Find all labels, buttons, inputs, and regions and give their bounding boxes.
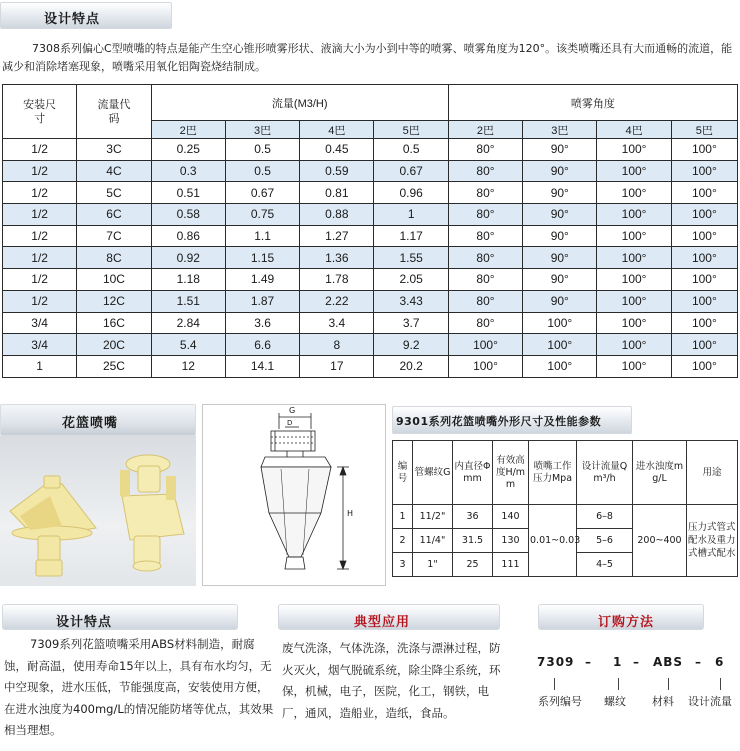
order-tick-thread	[618, 678, 619, 690]
cell-flow-value: 0.25	[151, 139, 225, 161]
section-title-spec: 9301系列花篮喷嘴外形尺寸及性能参数	[396, 415, 602, 428]
spec-cell-flow: 5–6	[577, 529, 633, 553]
table-row	[3, 312, 738, 334]
basket-nozzle-photo	[0, 436, 196, 586]
cell-angle-value: 80°	[448, 182, 522, 204]
cell-flow-value: 0.58	[151, 204, 225, 226]
spec-header: 喷嘴工作压力Mpa	[529, 441, 577, 505]
cell-flow-value: 14.1	[225, 355, 299, 377]
cell-angle-value: 100°	[597, 334, 671, 356]
cell-angle-value: 100°	[671, 247, 737, 269]
cell-code: 7C	[77, 225, 151, 247]
cell-flow-value: 3.6	[225, 312, 299, 334]
table-row	[3, 225, 738, 247]
section-title-ordering: 订购方法	[598, 615, 655, 630]
cell-flow-value: 17	[300, 355, 374, 377]
cell-flow-value: 0.88	[300, 204, 374, 226]
spec-header: 设计流量Qm³/h	[577, 441, 633, 505]
cell-flow-value: 0.3	[151, 160, 225, 182]
spec-header: 内直径Φ mm	[453, 441, 493, 505]
spec-cell-dia: 31.5	[453, 529, 493, 553]
cell-angle-value: 100°	[671, 290, 737, 312]
cell-flow-value: 0.51	[151, 182, 225, 204]
table-row	[3, 182, 738, 204]
order-code	[537, 655, 740, 669]
cell-flow-value: 0.86	[151, 225, 225, 247]
cell-size: 3/4	[3, 334, 77, 356]
cell-flow-value: 3.43	[374, 290, 448, 312]
cell-flow-value: 2.05	[374, 269, 448, 291]
header-flow-pressure: 3巴	[225, 121, 299, 139]
cell-angle-value: 90°	[523, 139, 597, 161]
spec-header: 进水浊度mg/L	[633, 441, 687, 505]
order-code-material: ABS	[653, 655, 684, 669]
cell-angle-value: 100°	[671, 269, 737, 291]
cell-angle-value: 90°	[523, 182, 597, 204]
order-code-dash-2: –	[633, 655, 640, 669]
table-row	[3, 355, 738, 377]
order-code-dash-1: –	[585, 655, 592, 669]
cell-code: 16C	[77, 312, 151, 334]
cell-code: 4C	[77, 160, 151, 182]
cell-code: 20C	[77, 334, 151, 356]
order-tick-material	[668, 678, 669, 690]
cell-size: 1/2	[3, 182, 77, 204]
cell-angle-value: 90°	[523, 290, 597, 312]
spec-cell-dia: 36	[453, 505, 493, 529]
spec-cell-no: 3	[393, 553, 413, 577]
cell-flow-value: 0.59	[300, 160, 374, 182]
table-row	[3, 269, 738, 291]
cell-flow-value: 1.18	[151, 269, 225, 291]
header-install-size: 安装尺寸	[3, 85, 77, 139]
cell-flow-value: 3.7	[374, 312, 448, 334]
table-row	[3, 334, 738, 356]
cell-angle-value: 100°	[448, 334, 522, 356]
cell-angle-value: 80°	[448, 160, 522, 182]
header-angle-pressure: 4巴	[597, 121, 671, 139]
section-title-features: 设计特点	[44, 12, 101, 27]
spec-cell-usage: 压力式管式配水及重力式槽式配水	[687, 505, 738, 577]
cell-angle-value: 80°	[448, 225, 522, 247]
cell-angle-value: 100°	[597, 204, 671, 226]
cell-angle-value: 100°	[597, 182, 671, 204]
order-label-thread: 螺纹	[604, 695, 626, 708]
cell-angle-value: 100°	[597, 269, 671, 291]
section-header-features-2	[2, 604, 238, 630]
cell-flow-value: 6.6	[225, 334, 299, 356]
applications-paragraph: 废气洗涤，气体洗涤，洗涤与漂淋过程，防火灭火，烟气脱硫系统，除尘降尘系统，环保，机械，电子，医院，化工，钢铁，电厂，通风，造船业，造纸，食品。	[282, 641, 501, 720]
cell-flow-value: 12	[151, 355, 225, 377]
spec-header: 有效高度H/mm	[493, 441, 529, 505]
table-row	[3, 160, 738, 182]
cell-angle-value: 100°	[523, 355, 597, 377]
order-code-thread: 1	[613, 655, 623, 669]
cell-flow-value: 1	[374, 204, 448, 226]
order-label-series: 系列编号	[538, 695, 582, 708]
flow-angle-table	[2, 84, 738, 378]
cell-size: 1	[3, 355, 77, 377]
cell-flow-value: 20.2	[374, 355, 448, 377]
header-flow-code: 流量代码	[77, 85, 151, 139]
cell-code: 10C	[77, 269, 151, 291]
cell-flow-value: 0.5	[374, 139, 448, 161]
cell-angle-value: 80°	[448, 312, 522, 334]
cell-flow-value: 0.45	[300, 139, 374, 161]
cell-flow-value: 0.67	[225, 182, 299, 204]
cell-flow-value: 1.27	[300, 225, 374, 247]
order-code-dash-3: –	[695, 655, 702, 669]
cell-code: 5C	[77, 182, 151, 204]
header-flow-pressure: 5巴	[374, 121, 448, 139]
spec-row	[393, 505, 738, 529]
section-title-applications: 典型应用	[354, 615, 411, 630]
cell-angle-value: 80°	[448, 290, 522, 312]
basket-spec-table	[392, 440, 738, 577]
cell-angle-value: 100°	[671, 139, 737, 161]
spec-cell-thread: 11/4"	[413, 529, 453, 553]
spec-cell-thread: 1"	[413, 553, 453, 577]
order-code-series: 7309	[537, 655, 575, 669]
cell-flow-value: 9.2	[374, 334, 448, 356]
cell-flow-value: 5.4	[151, 334, 225, 356]
cell-angle-value: 100°	[597, 290, 671, 312]
cell-flow-value: 1.15	[225, 247, 299, 269]
cell-angle-value: 80°	[448, 139, 522, 161]
table-row	[3, 290, 738, 312]
spec-cell-height: 140	[493, 505, 529, 529]
header-flow-pressure: 2巴	[151, 121, 225, 139]
cell-size: 3/4	[3, 312, 77, 334]
header-flow-group: 流量(M3/H)	[151, 85, 448, 121]
cell-flow-value: 0.96	[374, 182, 448, 204]
cell-flow-value: 0.81	[300, 182, 374, 204]
section-title-basket-nozzle: 花篮喷嘴	[62, 416, 119, 431]
cell-angle-value: 100°	[671, 334, 737, 356]
cell-angle-value: 80°	[448, 204, 522, 226]
cell-size: 1/2	[3, 139, 77, 161]
spec-header: 编号	[393, 441, 413, 505]
cell-code: 25C	[77, 355, 151, 377]
cell-flow-value: 1.1	[225, 225, 299, 247]
spec-cell-pressure: 0.01~0.03	[529, 505, 577, 577]
cell-code: 3C	[77, 139, 151, 161]
cell-flow-value: 1.87	[225, 290, 299, 312]
cell-angle-value: 100°	[671, 225, 737, 247]
cell-size: 1/2	[3, 269, 77, 291]
order-label-material: 材料	[652, 695, 674, 708]
cell-angle-value: 100°	[671, 355, 737, 377]
spec-cell-height: 111	[493, 553, 529, 577]
order-tick-flow	[720, 678, 721, 690]
header-angle-pressure: 3巴	[523, 121, 597, 139]
spec-cell-flow: 6–8	[577, 505, 633, 529]
cell-angle-value: 100°	[597, 139, 671, 161]
spec-cell-thread: 11/2"	[413, 505, 453, 529]
cell-angle-value: 100°	[671, 160, 737, 182]
header-angle-pressure: 2巴	[448, 121, 522, 139]
spec-cell-no: 1	[393, 505, 413, 529]
cell-angle-value: 100°	[671, 182, 737, 204]
spec-cell-no: 2	[393, 529, 413, 553]
spec-header: 用途	[687, 441, 738, 505]
basket-nozzle-drawing	[202, 404, 386, 586]
cell-flow-value: 1.49	[225, 269, 299, 291]
cell-flow-value: 1.36	[300, 247, 374, 269]
cell-angle-value: 100°	[523, 312, 597, 334]
cell-flow-value: 0.92	[151, 247, 225, 269]
spec-cell-dia: 25	[453, 553, 493, 577]
table-row	[3, 247, 738, 269]
order-label-flow: 设计流量	[688, 695, 732, 708]
table-row	[3, 204, 738, 226]
cell-angle-value: 90°	[523, 269, 597, 291]
cell-flow-value: 3.4	[300, 312, 374, 334]
cell-angle-value: 100°	[597, 355, 671, 377]
cell-size: 1/2	[3, 225, 77, 247]
cell-size: 1/2	[3, 160, 77, 182]
header-angle-group: 喷雾角度	[448, 85, 737, 121]
cell-angle-value: 90°	[523, 204, 597, 226]
cell-angle-value: 100°	[671, 204, 737, 226]
header-angle-pressure: 5巴	[671, 121, 737, 139]
cell-angle-value: 100°	[597, 160, 671, 182]
cell-code: 12C	[77, 290, 151, 312]
cell-flow-value: 1.78	[300, 269, 374, 291]
cell-flow-value: 2.84	[151, 312, 225, 334]
cell-angle-value: 80°	[448, 247, 522, 269]
spec-cell-flow: 4–5	[577, 553, 633, 577]
drawing-label-g: G	[289, 406, 296, 415]
cell-angle-value: 100°	[597, 312, 671, 334]
intro-paragraph: 7308系列偏心C型喷嘴的特点是能产生空心锥形喷雾形状、液滴大小为小到中等的喷雾、喷雾角度为120°。该类喷嘴还具有大而通畅的流道，能减少和消除堵塞现象，喷嘴采用氧化铝陶瓷烧结制成。	[2, 42, 733, 73]
cell-flow-value: 8	[300, 334, 374, 356]
cell-code: 8C	[77, 247, 151, 269]
cell-angle-value: 100°	[597, 247, 671, 269]
cell-flow-value: 0.5	[225, 160, 299, 182]
cell-flow-value: 0.5	[225, 139, 299, 161]
cell-size: 1/2	[3, 290, 77, 312]
order-tick-series	[554, 678, 555, 690]
cell-size: 1/2	[3, 204, 77, 226]
cell-flow-value: 0.75	[225, 204, 299, 226]
spec-cell-height: 130	[493, 529, 529, 553]
cell-angle-value: 100°	[597, 225, 671, 247]
cell-flow-value: 1.55	[374, 247, 448, 269]
table-row	[3, 139, 738, 161]
header-flow-pressure: 4巴	[300, 121, 374, 139]
spec-header: 管螺纹G	[413, 441, 453, 505]
drawing-label-h: H	[347, 509, 354, 518]
cell-size: 1/2	[3, 247, 77, 269]
section-title-features-2: 设计特点	[56, 615, 113, 630]
cell-angle-value: 80°	[448, 269, 522, 291]
cell-flow-value: 0.67	[374, 160, 448, 182]
spec-cell-turbidity: 200~400	[633, 505, 687, 577]
cell-code: 6C	[77, 204, 151, 226]
drawing-label-d: D	[287, 419, 293, 427]
cell-angle-value: 100°	[448, 355, 522, 377]
cell-flow-value: 1.17	[374, 225, 448, 247]
order-code-flow: 6	[715, 655, 725, 669]
cell-angle-value: 100°	[671, 312, 737, 334]
cell-angle-value: 90°	[523, 160, 597, 182]
cell-angle-value: 90°	[523, 247, 597, 269]
cell-flow-value: 1.51	[151, 290, 225, 312]
cell-angle-value: 100°	[523, 334, 597, 356]
cell-flow-value: 2.22	[300, 290, 374, 312]
features-paragraph: 7309系列花篮喷嘴采用ABS材料制造，耐腐蚀，耐高温，使用寿命15年以上，具有布水均匀，无中空现象，进水压低，节能强度高，安装使用方便，在进水浊度为400mg/L的情况能防堵等优点，其效果相当理想。	[4, 637, 274, 737]
cell-angle-value: 90°	[523, 225, 597, 247]
